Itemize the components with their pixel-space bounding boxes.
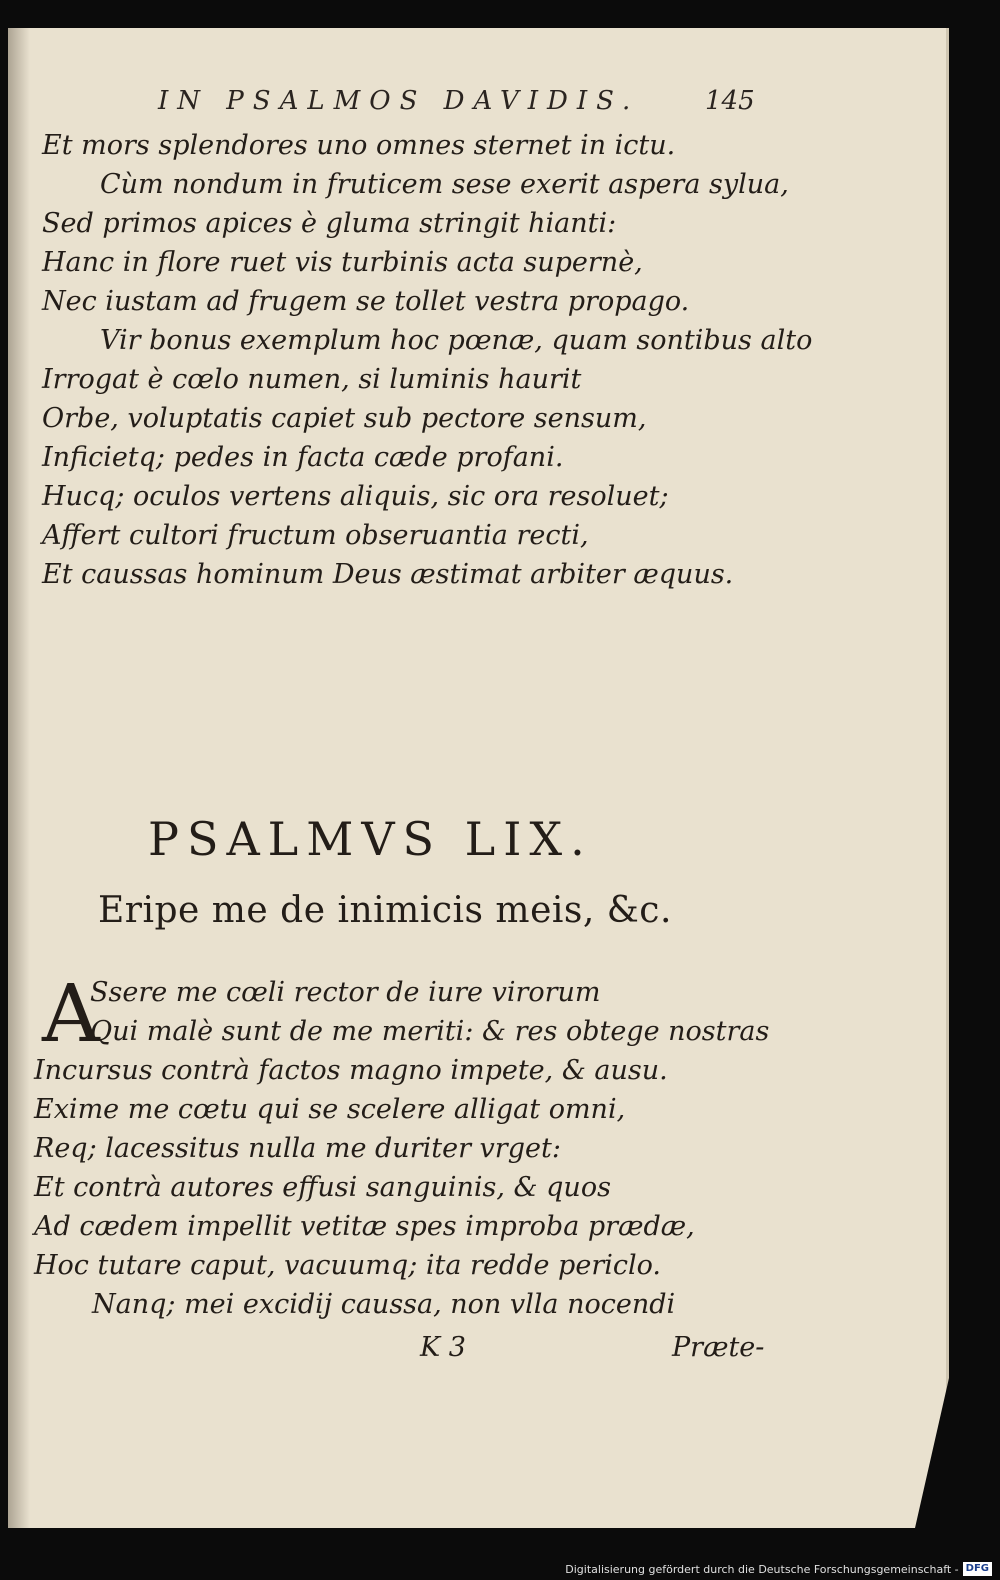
digitization-credit	[565, 1562, 992, 1576]
signature-mark: K 3	[420, 1332, 466, 1363]
verse-block-1	[42, 126, 812, 594]
verse-line: Vir bonus exemplum hoc pœnæ, quam sontibus alto	[100, 325, 813, 356]
verse-line: Incursus contrà factos magno impete, & ausu.	[34, 1055, 668, 1086]
page-number: 145	[705, 86, 755, 116]
verse-line: Req; lacessitus nulla me duriter vrget:	[34, 1133, 561, 1164]
book-page	[8, 28, 949, 1528]
psalm-title: PSALMVS LIX.	[148, 812, 593, 866]
verse-line: Et caussas hominum Deus æstimat arbiter æquus.	[42, 559, 734, 590]
running-head: IN PSALMOS DAVIDIS.	[158, 86, 640, 116]
verse-line: Affert cultori fructum obseruantia recti,	[42, 520, 589, 551]
verse-line: Hanc in flore ruet vis turbinis acta supernè,	[42, 247, 643, 278]
verse-line: Exime me cœtu qui se scelere alligat omni,	[34, 1094, 626, 1125]
verse-line: Et mors splendores uno omnes sternet in ictu.	[42, 130, 676, 161]
dfg-logo: DFG	[963, 1562, 992, 1576]
verse-line: Qui malè sunt de me meriti: & res obtege nostras	[90, 1016, 770, 1047]
verse-line: Sed primos apices è gluma stringit hianti:	[42, 208, 617, 239]
verse-line: Et contrà autores effusi sanguinis, & quos	[34, 1172, 611, 1203]
verse-line: Hoc tutare caput, vacuumq; ita redde periclo.	[34, 1250, 661, 1281]
verse-line: Cùm nondum in fruticem sese exerit aspera sylua,	[100, 169, 789, 200]
credit-text: Digitalisierung gefördert durch die Deutsche Forschungsgemeinschaft -	[565, 1562, 959, 1576]
drop-cap: A	[42, 967, 100, 1060]
verse-line: Ad cædem impellit vetitæ spes improba prædæ,	[34, 1211, 695, 1242]
verse-block-2	[34, 967, 770, 1324]
catchword: Præte-	[672, 1332, 765, 1363]
verse-line: Nanq; mei excidij caussa, non vlla nocendi	[92, 1289, 676, 1320]
verse-line: Nec iustam ad frugem se tollet vestra propago.	[42, 286, 690, 317]
torn-corner	[915, 1378, 949, 1528]
verse-line: Hucq; oculos vertens aliquis, sic ora resoluet;	[42, 481, 669, 512]
verse-line: Orbe, voluptatis capiet sub pectore sensum,	[42, 403, 647, 434]
spine-shadow	[8, 28, 30, 1528]
verse-line: Inficietq; pedes in facta cæde profani.	[42, 442, 564, 473]
verse-line: Ssere me cœli rector de iure virorum	[90, 977, 601, 1008]
psalm-incipit: Eripe me de inimicis meis, &c.	[98, 890, 672, 931]
verse-line: Irrogat è cœlo numen, si luminis haurit	[42, 364, 582, 395]
